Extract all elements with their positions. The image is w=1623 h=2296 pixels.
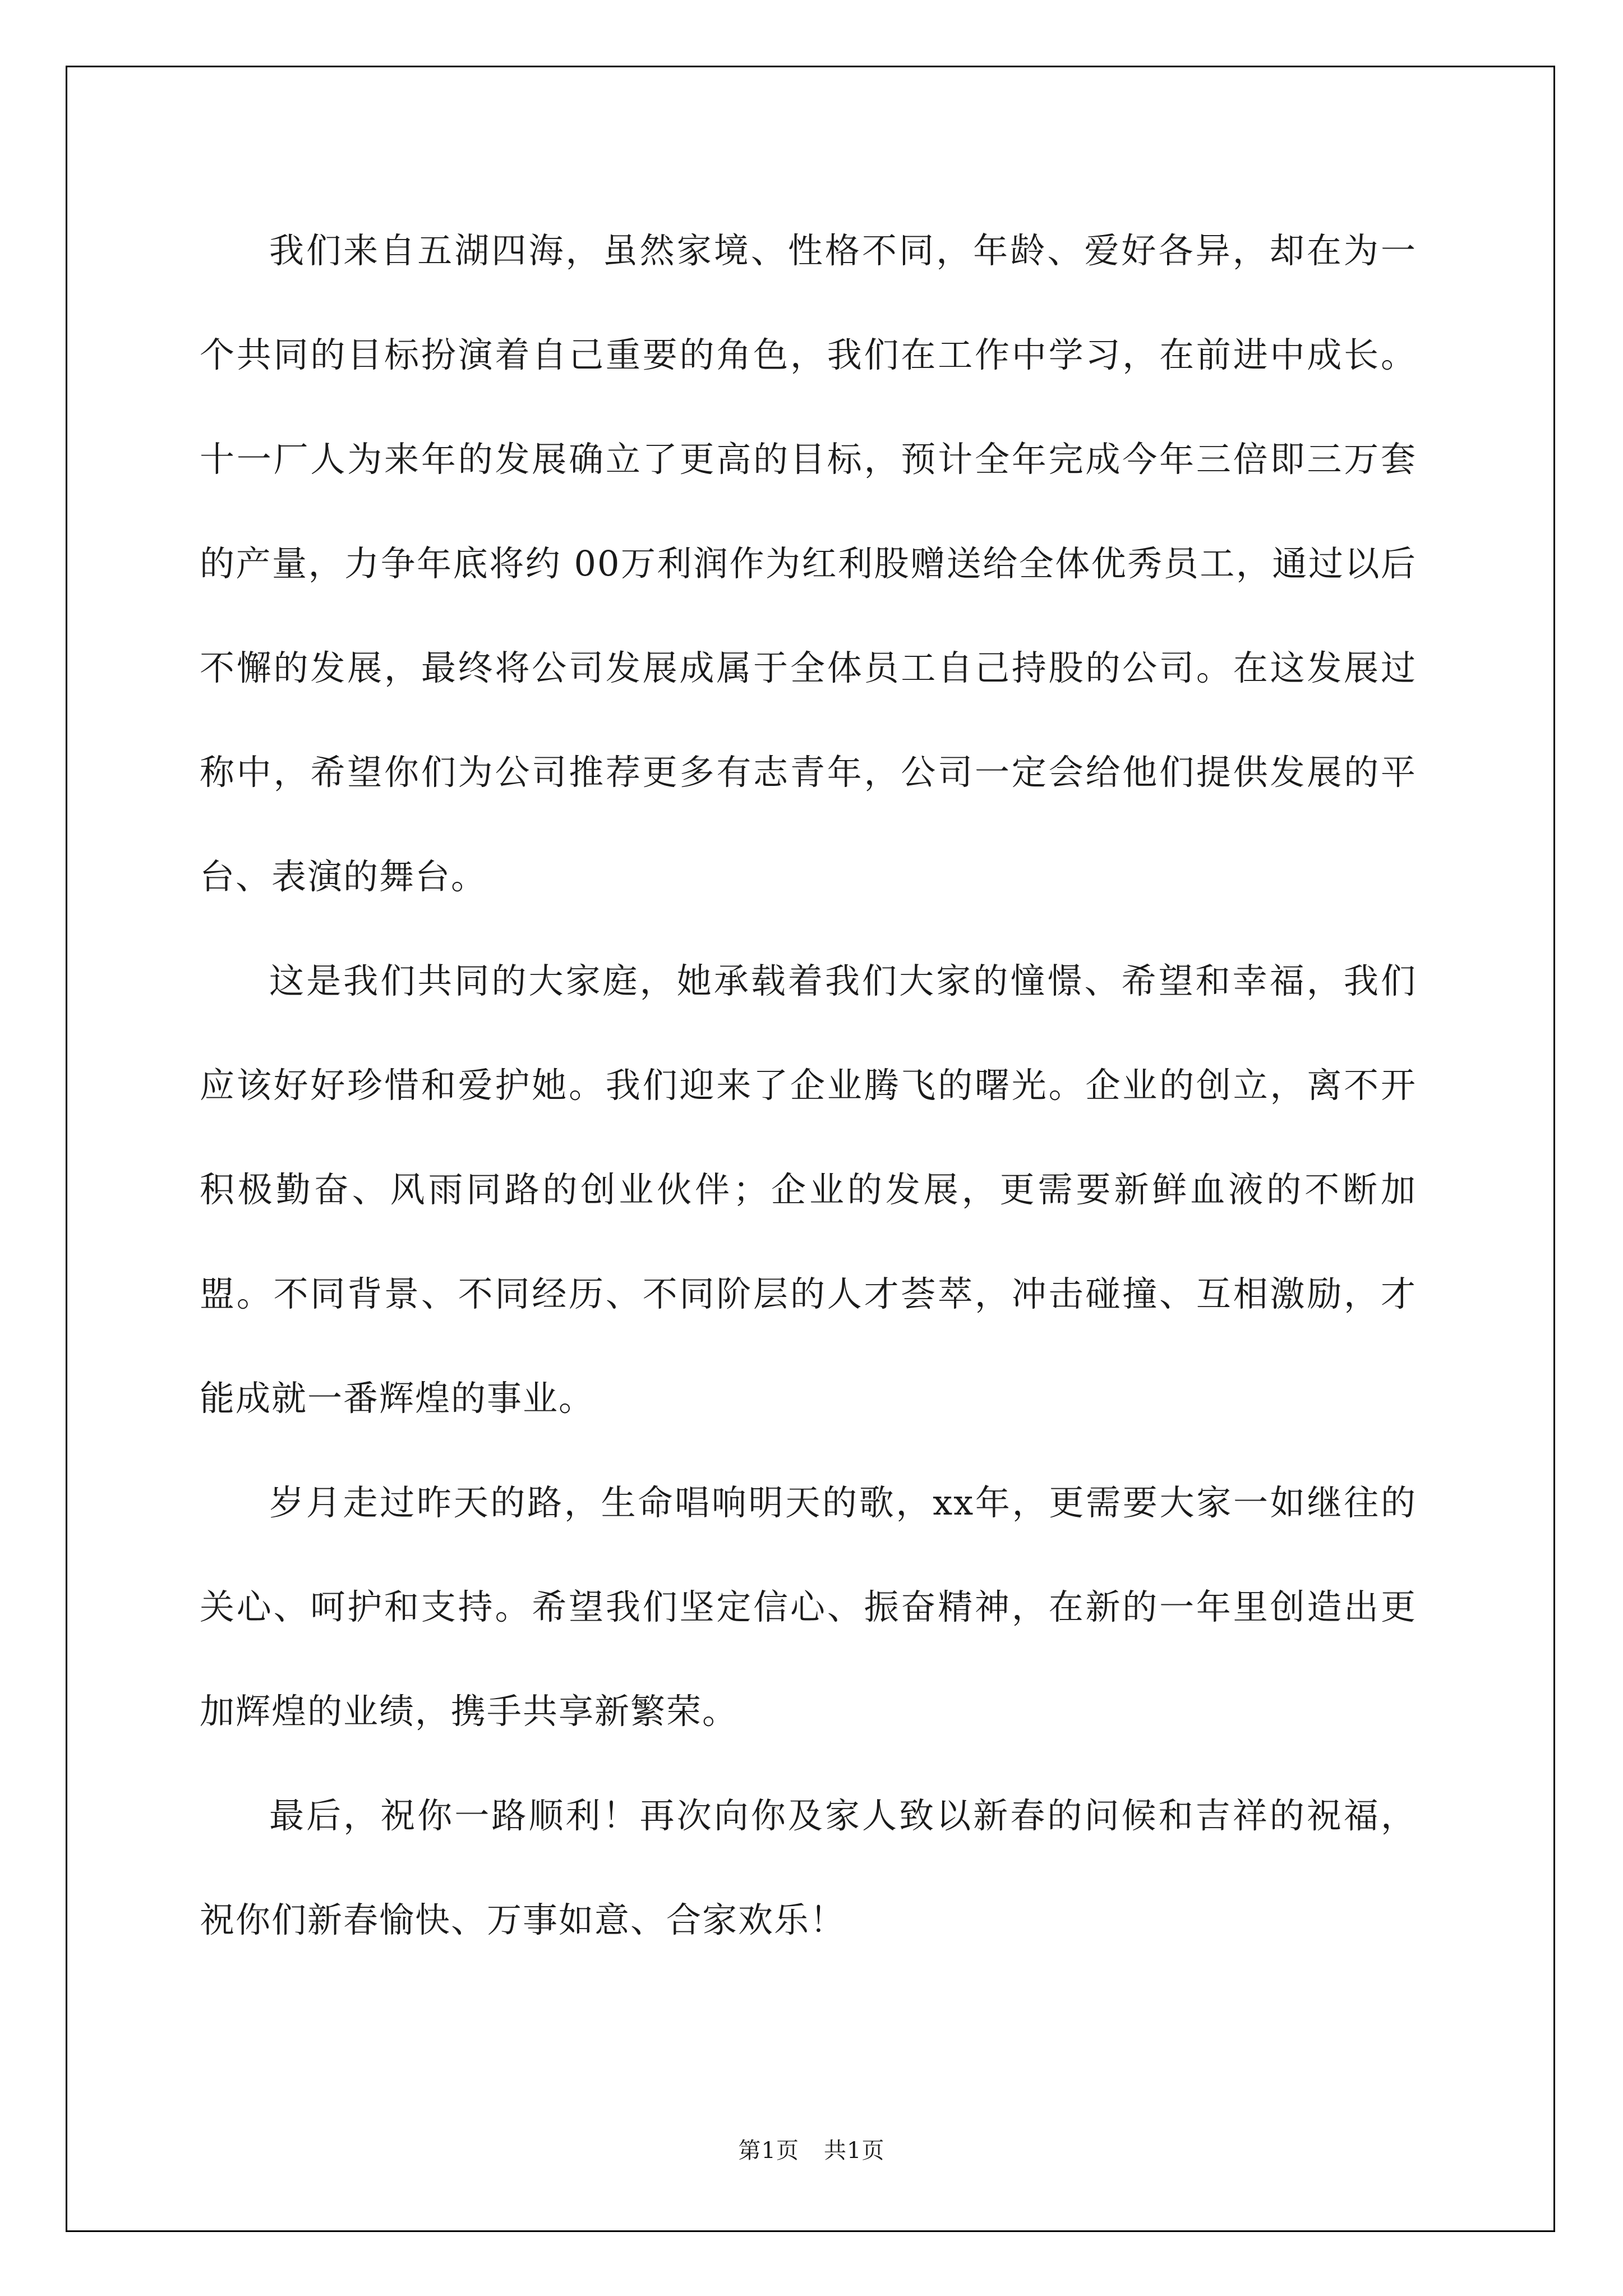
page-number: 第1页 (738, 2138, 799, 2164)
paragraph-2: 这是我们共同的大家庭，她承载着我们大家的憧憬、希望和幸福，我们应该好好珍惜和爱护她。我们迎来了企业腾飞的曙光。企业的创立，离不开积极勤奋、风雨同路的创业伙伴；企业的发展，更需要新鲜血液的不断加盟。不同背景、不同经历、不同阶层的人才荟萃，冲击碰撞、互相激励，才能成就一番辉煌的事业。 (200, 960, 1417, 1419)
page-total: 共1页 (824, 2138, 885, 2164)
paragraph-1: 我们来自五湖四海，虽然家境、性格不同，年龄、爱好各异，却在为一个共同的目标扮演着自己重要的角色，我们在工作中学习，在前进中成长。十一厂人为来年的发展确立了更高的目标，预计全年完成今年三倍即三万套的产量，力争年底将约 00万利润作为红利股赠送给全体优秀员工，通过以后不懈的发展，最终将公司发展成属于全体员工自己持股的公司。在这发展过称中，希望你们为公司推荐更多有志青年，公司一定会给他们提供发展的平台、表演的舞台。 (200, 230, 1417, 897)
document-body (200, 199, 1417, 1972)
page-footer (0, 2133, 1623, 2165)
paragraph-4: 最后，祝你一路顺利！再次向你及家人致以新春的问候和吉祥的祝福，祝你们新春愉快、万事如意、合家欢乐！ (200, 1795, 1417, 1940)
paragraph-3: 岁月走过昨天的路，生命唱响明天的歌，xx年，更需要大家一如继往的关心、呵护和支持。希望我们坚定信心、振奋精神，在新的一年里创造出更加辉煌的业绩，携手共享新繁荣。 (200, 1482, 1417, 1732)
